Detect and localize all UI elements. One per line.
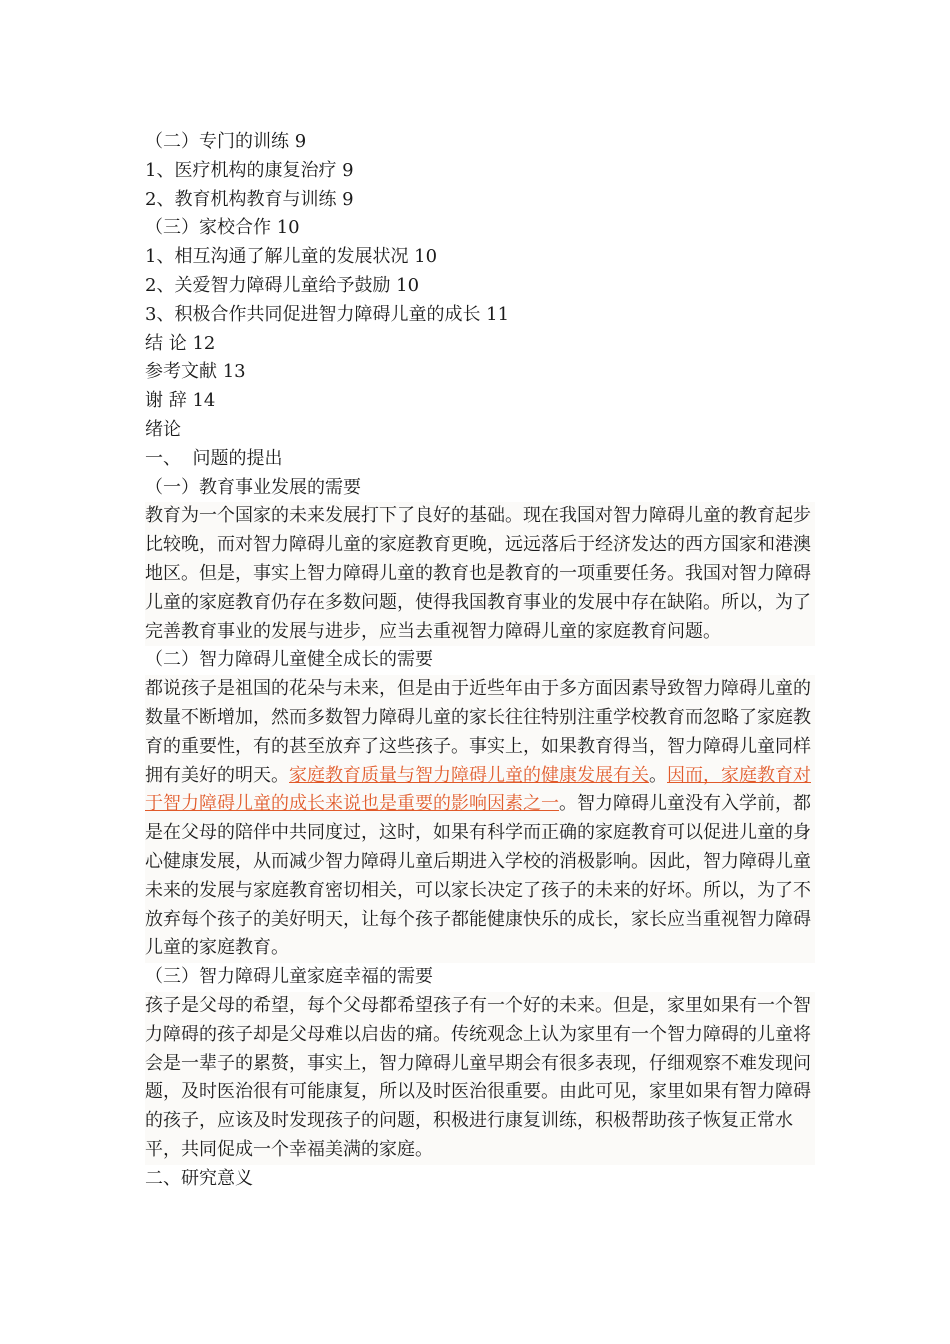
- paragraph-text: 。智力障碍儿童没有入学前，都是在父母的陪伴中共同度过，这时，如果有科学而正确的家庭教育可以促进儿童的身心健康发展，从而减少智力障碍儿童后期进入学校的消极影响。因此，智力障碍儿童未来的发展与家庭教育密切相关，可以家长决定了孩子的未来的好坏。所以，为了不放弃每个孩子的美好明天，让每个孩子都能健康快乐的成长，家长应当重视智力障碍儿童的家庭教育。: [145, 793, 811, 959]
- paragraph-text: 都说孩子是祖国的花朵与未来，但是由于近些年由于多方面因素导致智力障碍儿童的数量不断增加，然而多数智力障碍儿童的家长往往特别注重学校教育而忽略了家庭教育的重要性，有的甚至放弃了这些孩子。事实上，如果教育得当，智力障碍儿童同样拥有美好的明天。: [145, 678, 811, 786]
- paragraph-separator: 。: [649, 764, 667, 786]
- toc-entry: 谢 辞 14: [145, 390, 216, 412]
- section-heading-significance: 二、研究意义: [145, 1167, 253, 1189]
- subsection-heading-growth: （二）智力障碍儿童健全成长的需要: [145, 649, 433, 671]
- intro-title: 绪论: [145, 418, 181, 440]
- toc-entry: 3、积极合作共同促进智力障碍儿童的成长 11: [145, 303, 510, 325]
- toc-entry: 参考文献 13: [145, 361, 246, 383]
- section-heading-problem: 一、 问题的提出: [145, 447, 283, 469]
- toc-entry: 2、教育机构教育与训练 9: [145, 188, 354, 210]
- toc-entry: （二）专门的训练 9: [145, 131, 307, 152]
- toc-entry: （三）家校合作 10: [145, 217, 300, 239]
- paragraph-family-happiness: 孩子是父母的希望，每个父母都希望孩子有一个好的未来。但是，家里如果有一个智力障碍的孩子却是父母难以启齿的痛。传统观念上认为家里有一个智力障碍的儿童将会是一辈子的累赘，事实上，智力障碍儿童早期会有很多表现，仔细观察不难发现问题，及时医治很有可能康复，所以及时医治很重要。由此可见，家里如果有智力障碍的孩子，应该及时发现孩子的问题，积极进行康复训练，积极帮助孩子恢复正常水平，共同促成一个幸福美满的家庭。: [145, 992, 815, 1165]
- toc-entry: 2、关爱智力障碍儿童给予鼓励 10: [145, 274, 420, 296]
- paragraph-growth-need: [145, 675, 815, 963]
- toc-entry: 结 论 12: [145, 332, 216, 354]
- table-of-contents: [145, 128, 815, 416]
- link-family-education-influence[interactable]: 因而，家庭教育对于智力障碍儿童的成长来说也是重要的影响因素之一: [145, 764, 811, 815]
- paragraph-education-need: 教育为一个国家的未来发展打下了良好的基础。现在我国对智力障碍儿童的教育起步比较晚，而对智力障碍儿童的家庭教育更晚，远远落后于经济发达的西方国家和港澳地区。但是，事实上智力障碍儿童的教育也是教育的一项重要任务。我国对智力障碍儿童的家庭教育仍存在多数问题，使得我国教育事业的发展中存在缺陷。所以，为了完善教育事业的发展与进步，应当去重视智力障碍儿童的家庭教育问题。: [145, 502, 815, 646]
- subsection-heading-education: （一）教育事业发展的需要: [145, 476, 361, 498]
- toc-entry: 1、相互沟通了解儿童的发展状况 10: [145, 246, 438, 268]
- link-family-education-quality[interactable]: 家庭教育质量与智力障碍儿童的健康发展有关: [289, 764, 649, 786]
- document-body: [145, 128, 815, 1193]
- subsection-heading-family-happiness: （三）智力障碍儿童家庭幸福的需要: [145, 966, 433, 988]
- toc-entry: 1、医疗机构的康复治疗 9: [145, 159, 354, 181]
